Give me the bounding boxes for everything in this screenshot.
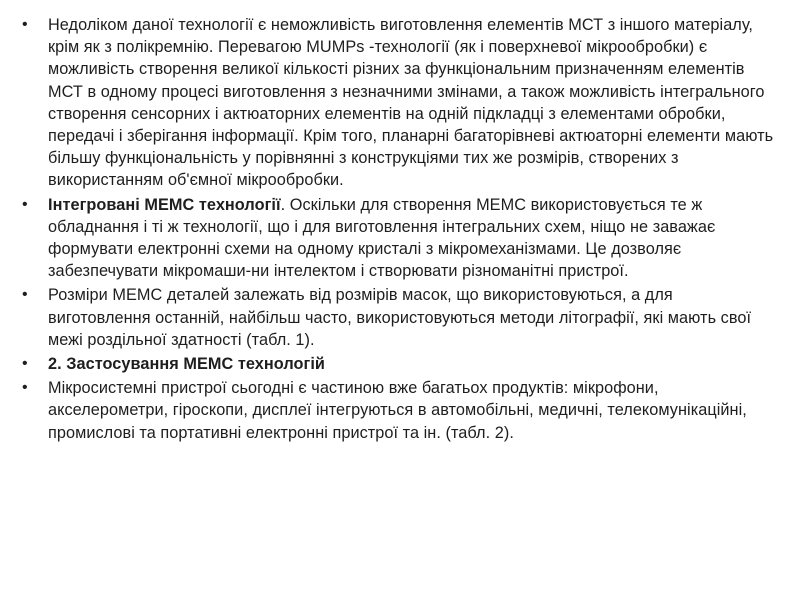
bullet-text (48, 353, 778, 375)
bullet-item-mems-sizes (22, 284, 778, 351)
bullet-text (48, 194, 778, 283)
bullet-item-mumps-drawbacks (22, 14, 778, 192)
bullet-item-applications (22, 377, 778, 444)
bullet-marker: • (22, 379, 28, 397)
bullet-text: Розміри МЕМС деталей залежать від розмірів масок, що використовуються, а для виготовлення останній, найбільш часто, використовуються методи літографії, які мають свої межі роздільної здатності (табл. 1). (48, 286, 752, 349)
bullet-marker: • (22, 195, 28, 213)
bullet-text: Мікросистемні пристрої сьогодні є частиною вже багатьох продуктів: мікрофони, акселерометри, гіроскопи, дисплеї інтегруються в автомобільні, медичні, телекомунікаційні, промислові та портативні електронні пристрої та ін. (табл. 2). (48, 379, 747, 442)
bullet-marker: • (22, 355, 28, 373)
bullet-marker: • (22, 16, 28, 33)
bullet-text: Недоліком даної технології є неможливість виготовлення елементів МСТ з іншого матеріалу, крім як з полікремнію. Перевагою MUMPs -технології (як і поверхневої мікрообробки) є можливість створення великої кількості різних за функціональним призначенням елементів МСТ в одному процесі виготовлення з незначними змінами, а також можливість інтегрального створення сенсорних і актюаторних елементів на одній підкладці з елементами обробки, передачі і зберігання інформації. Крім того, планарні багаторівневі актюаторні елементи мають більшу функціональність у порівнянні з конструкціями тих же розмірів, створених з використанням об'ємної мікрообробки. (48, 16, 774, 190)
bullet-list (22, 14, 778, 444)
bullet-body: . Оскільки для створення МЕМС використовується те ж обладнання і ті ж технології, що і для виготовлення інтегральних схем, ніщо не заважає формувати електронні схеми на одному кристалі з мікромеханізмами. Це дозволяє забезпечувати мікромаши-ни інтелектом і створювати різноманітні пристрої. (48, 195, 716, 281)
section-heading: 2. Застосування МЕМС технологій (48, 355, 325, 374)
bullet-item-integrated-mems (22, 194, 778, 283)
bullet-item-section-heading (22, 353, 778, 375)
bullet-marker: • (22, 286, 28, 304)
bullet-bold-lead: Інтегровані МЕМС технології (48, 195, 281, 214)
